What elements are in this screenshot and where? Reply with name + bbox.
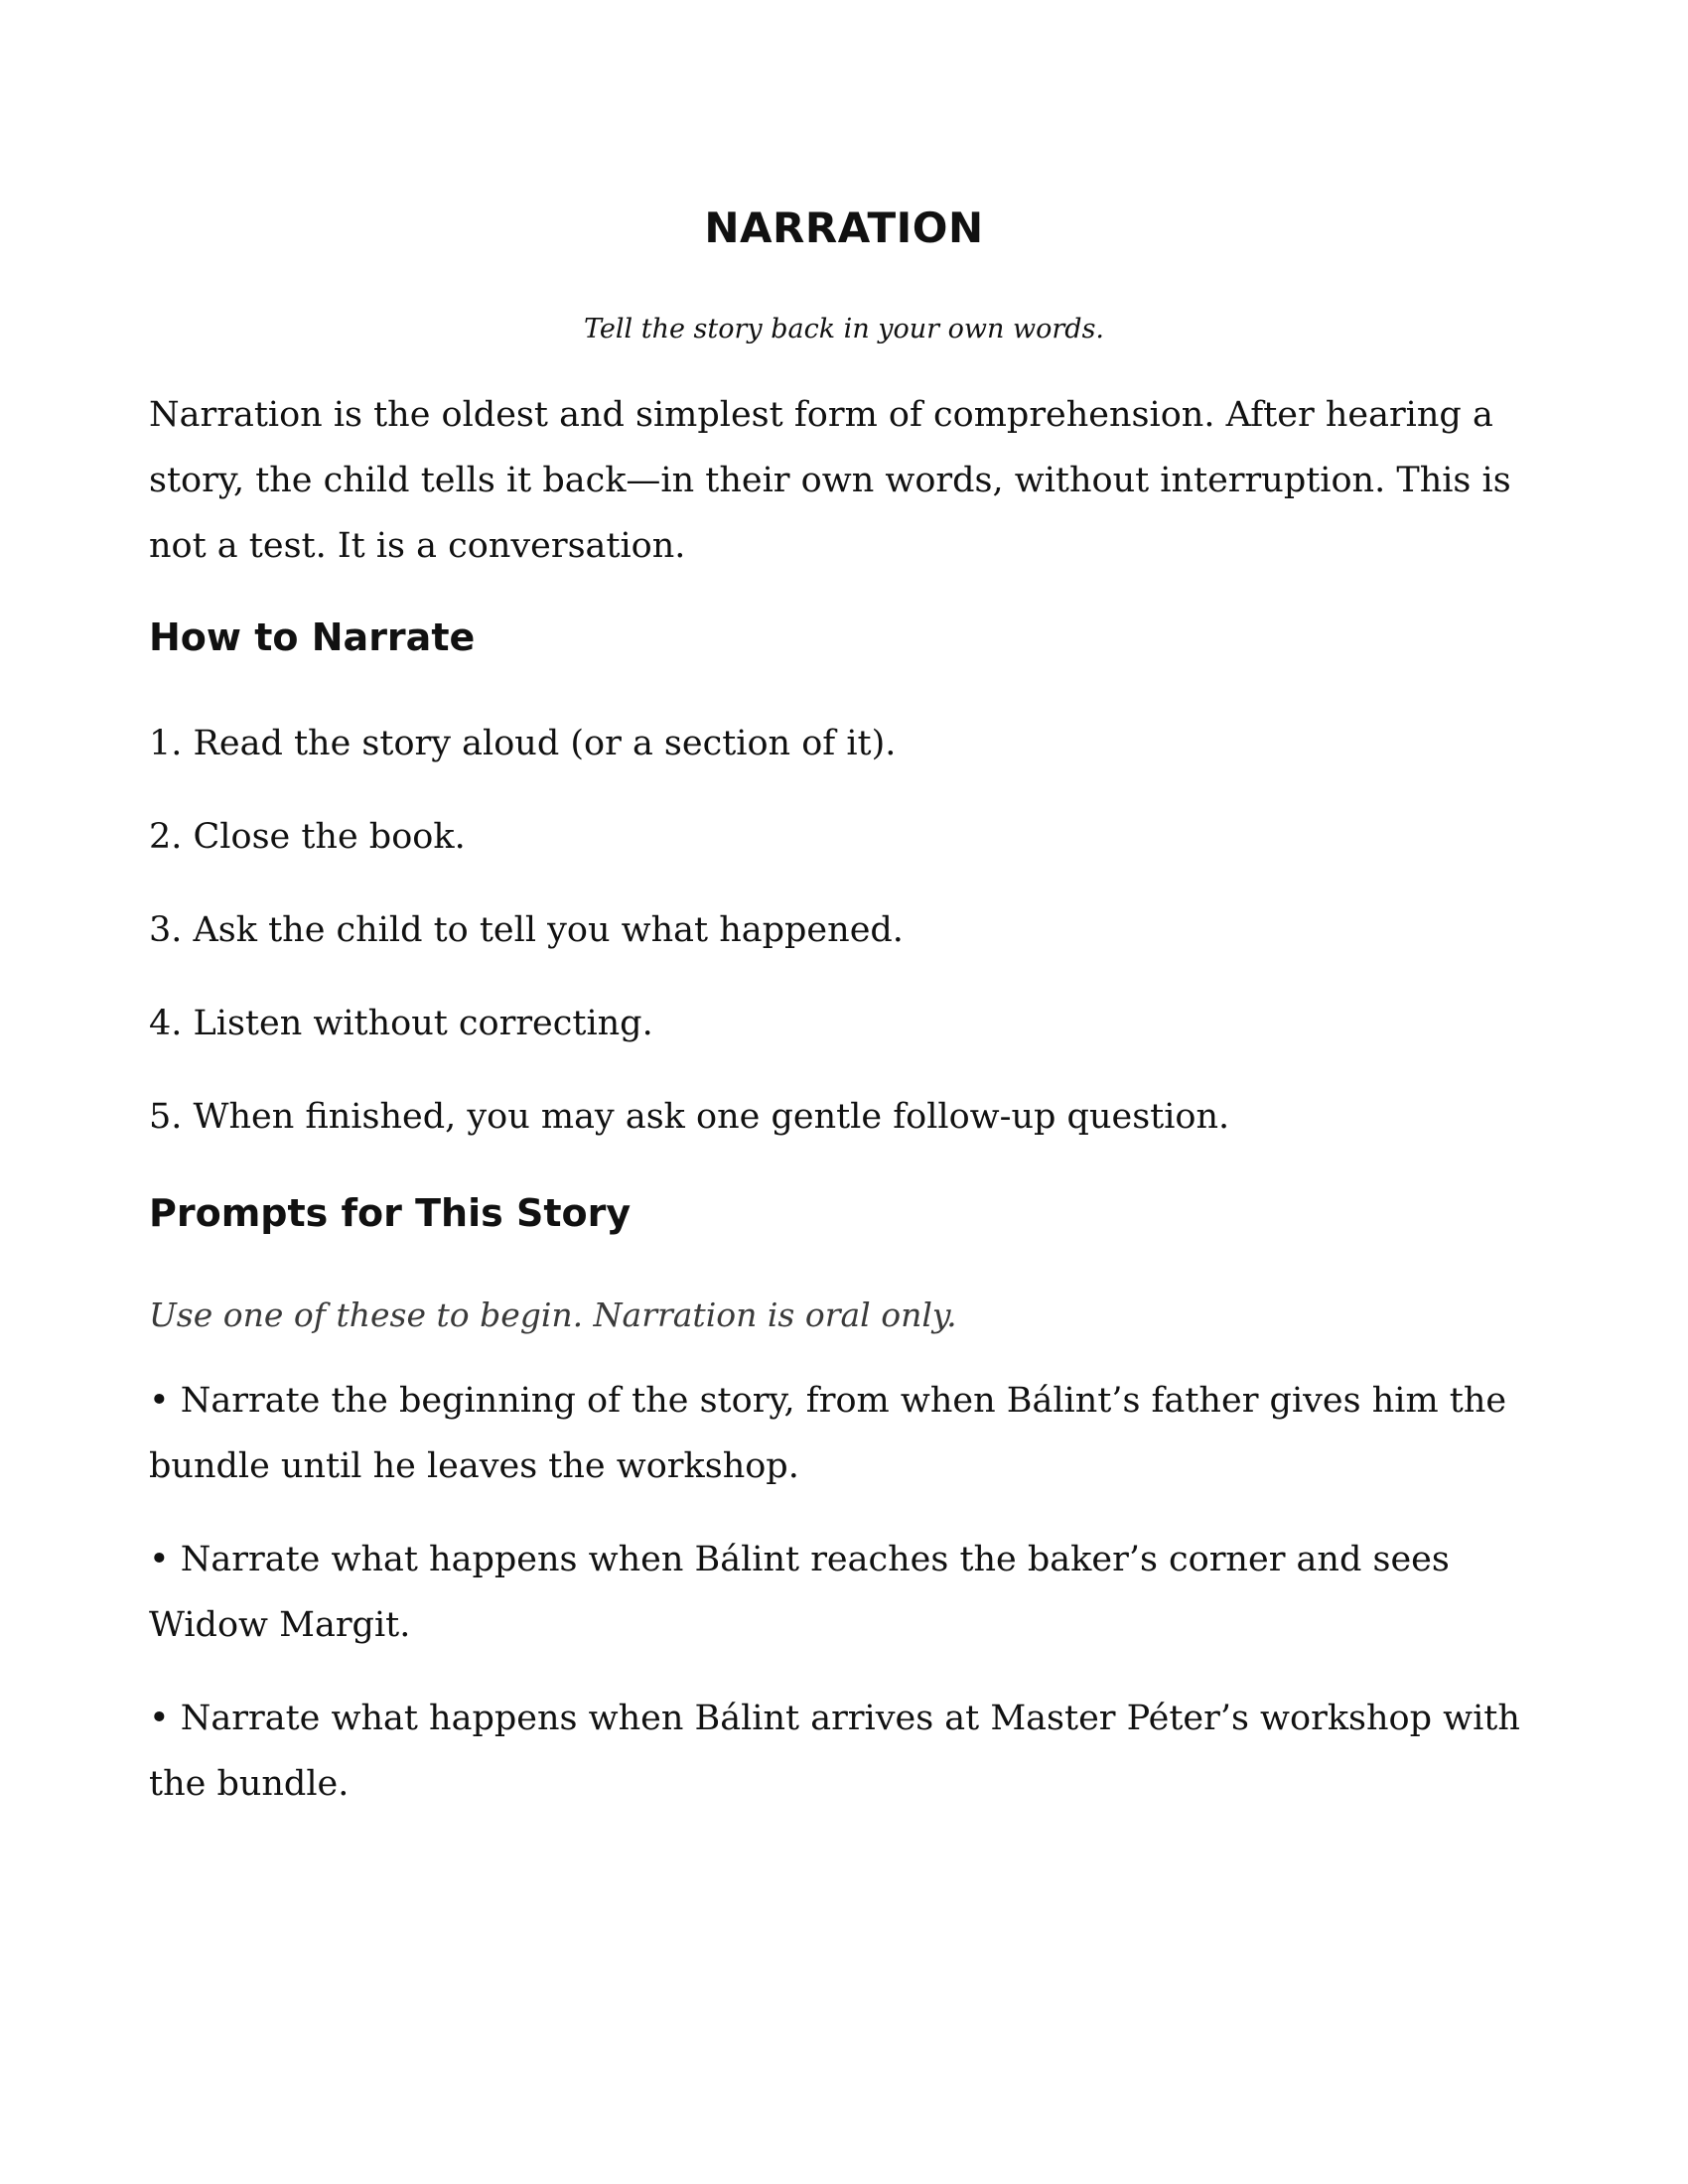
step-item: 4. Listen without correcting. [149, 1004, 653, 1043]
prompts-list [149, 1368, 1539, 1844]
step-item: 1. Read the story aloud (or a section of it). [149, 724, 897, 763]
how-to-heading: How to Narrate [149, 615, 476, 659]
steps-list [149, 714, 1539, 1180]
page-subtitle: Tell the story back in your own words. [583, 314, 1105, 344]
intro-paragraph: Narration is the oldest and simplest form of comprehension. After hearing a story, the child tells it back—in their own words, without interruption. This is not a test. It is a conversation. [149, 395, 1511, 566]
step-item: 5. When finished, you may ask one gentle follow-up question. [149, 1097, 1230, 1137]
prompt-item: • Narrate what happens when Bálint reaches the baker’s corner and sees Widow Margit. [149, 1540, 1450, 1645]
step-item: 3. Ask the child to tell you what happened. [149, 910, 904, 950]
page-title: NARRATION [704, 204, 984, 252]
prompts-heading: Prompts for This Story [149, 1191, 632, 1235]
prompts-note: Use one of these to begin. Narration is oral only. [149, 1296, 957, 1334]
prompt-item: • Narrate what happens when Bálint arrives at Master Péter’s workshop with the bundle. [149, 1699, 1520, 1804]
document-page [149, 0, 1539, 2184]
step-item: 2. Close the book. [149, 817, 466, 857]
prompt-item: • Narrate the beginning of the story, from when Bálint’s father gives him the bundle until he leaves the workshop. [149, 1381, 1507, 1486]
